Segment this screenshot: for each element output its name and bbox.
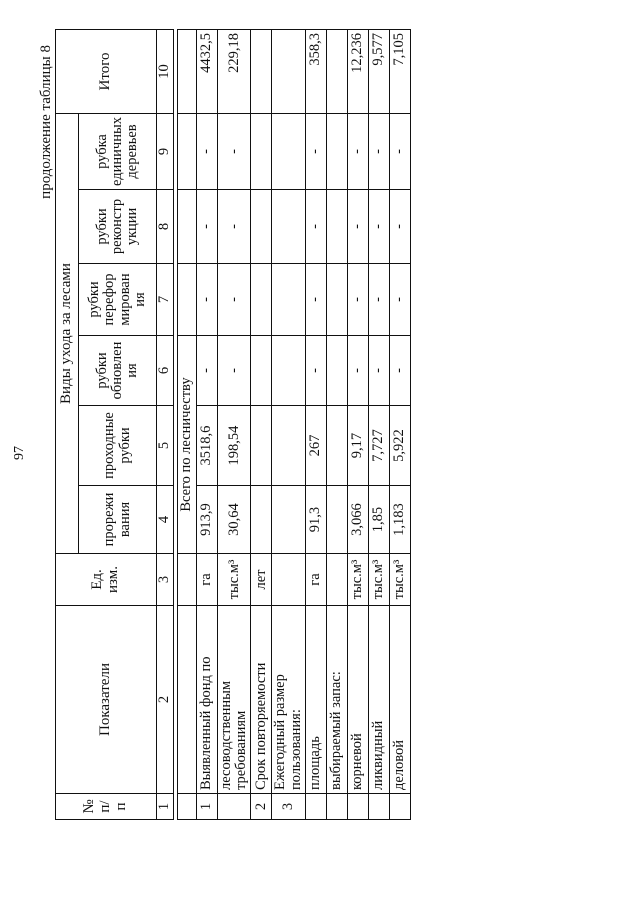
- value-passage-cutting: [272, 406, 305, 486]
- value-renewal-cutting: -: [218, 336, 251, 406]
- value-passage-cutting: 5,922: [389, 406, 410, 486]
- row-indicator: ликвидный: [368, 606, 389, 794]
- row-unit: [326, 554, 347, 606]
- value-renewal-cutting: -: [197, 336, 218, 406]
- row-indicator: деловой: [389, 606, 410, 794]
- value-single-tree-cutting: [326, 114, 347, 190]
- table-row: [368, 30, 389, 820]
- table-row: [251, 30, 272, 820]
- column-number: 6: [157, 336, 174, 406]
- row-unit: лет: [251, 554, 272, 606]
- value-reforming-cutting: -: [197, 264, 218, 336]
- row-unit: тыс.м³: [368, 554, 389, 606]
- value-single-tree-cutting: [251, 114, 272, 190]
- value-reconstruction-cutting: [251, 190, 272, 264]
- table-row: [326, 30, 347, 820]
- value-thinning: 913,9: [197, 486, 218, 554]
- value-passage-cutting: [251, 406, 272, 486]
- table-row: [305, 30, 326, 820]
- row-indicator: Ежегодный размер пользования:: [272, 606, 305, 794]
- table-row: [197, 30, 218, 820]
- value-single-tree-cutting: -: [305, 114, 326, 190]
- forest-care-table: [55, 29, 411, 820]
- value-total: 12,236: [347, 30, 368, 114]
- row-number: [305, 794, 326, 820]
- value-reforming-cutting: -: [218, 264, 251, 336]
- column-number: 10: [157, 30, 174, 114]
- row-indicator: корневой: [347, 606, 368, 794]
- value-passage-cutting: 3518,6: [197, 406, 218, 486]
- table-row: [389, 30, 410, 820]
- value-reforming-cutting: -: [305, 264, 326, 336]
- value-reforming-cutting: [326, 264, 347, 336]
- value-reforming-cutting: -: [389, 264, 410, 336]
- value-reconstruction-cutting: -: [347, 190, 368, 264]
- value-reforming-cutting: -: [347, 264, 368, 336]
- header-unit: Ед. изм.: [56, 554, 157, 606]
- row-number: [389, 794, 410, 820]
- value-renewal-cutting: [326, 336, 347, 406]
- value-single-tree-cutting: -: [197, 114, 218, 190]
- value-reconstruction-cutting: [326, 190, 347, 264]
- header-reforming-cutting: рубки перефор мирован ия: [79, 264, 157, 336]
- value-total: 4432,5: [197, 30, 218, 114]
- row-indicator: Срок повторяемости: [251, 606, 272, 794]
- row-number: [368, 794, 389, 820]
- value-thinning: 1,85: [368, 486, 389, 554]
- row-number: [347, 794, 368, 820]
- value-single-tree-cutting: [272, 114, 305, 190]
- header-indicator: Показатели: [56, 606, 157, 794]
- value-total: 7,105: [389, 30, 410, 114]
- row-unit: тыс.м³: [347, 554, 368, 606]
- value-reconstruction-cutting: -: [218, 190, 251, 264]
- column-number: 2: [157, 606, 174, 794]
- column-number: 5: [157, 406, 174, 486]
- table-container: [55, 29, 411, 820]
- value-reforming-cutting: [251, 264, 272, 336]
- value-total: [272, 30, 305, 114]
- table-row: [272, 30, 305, 820]
- column-number: 1: [157, 794, 174, 820]
- header-thinning: прорежи вания: [79, 486, 157, 554]
- value-passage-cutting: 9,17: [347, 406, 368, 486]
- row-number: [218, 794, 251, 820]
- value-thinning: [251, 486, 272, 554]
- row-unit: тыс.м³: [389, 554, 410, 606]
- column-number-row: [157, 30, 174, 820]
- header-passage-cutting: проходные рубки: [79, 406, 157, 486]
- value-reconstruction-cutting: -: [389, 190, 410, 264]
- row-indicator: выбираемый запас:: [326, 606, 347, 794]
- value-passage-cutting: [326, 406, 347, 486]
- value-total: 229,18: [218, 30, 251, 114]
- value-renewal-cutting: -: [389, 336, 410, 406]
- row-unit: тыс.м³: [218, 554, 251, 606]
- value-thinning: [326, 486, 347, 554]
- row-unit: [272, 554, 305, 606]
- header-total: Итого: [56, 30, 157, 114]
- column-number: 7: [157, 264, 174, 336]
- header-care-types: Виды ухода за лесами: [56, 114, 79, 554]
- value-passage-cutting: 198,54: [218, 406, 251, 486]
- header-renewal-cutting: рубки обновлен ия: [79, 336, 157, 406]
- header-single-tree-cutting: рубка единичных деревьев: [79, 114, 157, 190]
- column-number: 4: [157, 486, 174, 554]
- value-total: 358,3: [305, 30, 326, 114]
- row-unit: га: [305, 554, 326, 606]
- value-renewal-cutting: -: [368, 336, 389, 406]
- column-number: 8: [157, 190, 174, 264]
- row-indicator: лесоводственным требованиям: [218, 606, 251, 794]
- section-title: Всего по лесничеству: [178, 336, 197, 554]
- value-reconstruction-cutting: -: [197, 190, 218, 264]
- section-row: [178, 30, 197, 820]
- row-indicator: площадь: [305, 606, 326, 794]
- value-passage-cutting: 7,727: [368, 406, 389, 486]
- value-thinning: 1,183: [389, 486, 410, 554]
- table-row: [347, 30, 368, 820]
- value-renewal-cutting: -: [347, 336, 368, 406]
- page-number: 97: [12, 446, 27, 460]
- row-number: 2: [251, 794, 272, 820]
- value-single-tree-cutting: -: [347, 114, 368, 190]
- header-no: № п/п: [56, 794, 157, 820]
- row-number: 1: [197, 794, 218, 820]
- row-number: [326, 794, 347, 820]
- value-single-tree-cutting: -: [389, 114, 410, 190]
- column-number: 3: [157, 554, 174, 606]
- value-renewal-cutting: [272, 336, 305, 406]
- value-thinning: 3,066: [347, 486, 368, 554]
- value-single-tree-cutting: -: [218, 114, 251, 190]
- row-number: 3: [272, 794, 305, 820]
- value-total: 9,577: [368, 30, 389, 114]
- value-renewal-cutting: -: [305, 336, 326, 406]
- column-number: 9: [157, 114, 174, 190]
- value-reforming-cutting: -: [368, 264, 389, 336]
- value-thinning: 30,64: [218, 486, 251, 554]
- row-unit: га: [197, 554, 218, 606]
- value-single-tree-cutting: -: [368, 114, 389, 190]
- value-total: [251, 30, 272, 114]
- value-renewal-cutting: [251, 336, 272, 406]
- value-total: [326, 30, 347, 114]
- table-continuation-label: продолжение таблицы 8: [38, 45, 54, 199]
- row-indicator: Выявленный фонд по: [197, 606, 218, 794]
- table-row: [218, 30, 251, 820]
- value-thinning: [272, 486, 305, 554]
- value-reconstruction-cutting: [272, 190, 305, 264]
- value-passage-cutting: 267: [305, 406, 326, 486]
- value-reforming-cutting: [272, 264, 305, 336]
- header-reconstruction-cutting: рубки реконстр укции: [79, 190, 157, 264]
- value-reconstruction-cutting: -: [305, 190, 326, 264]
- value-reconstruction-cutting: -: [368, 190, 389, 264]
- value-thinning: 91,3: [305, 486, 326, 554]
